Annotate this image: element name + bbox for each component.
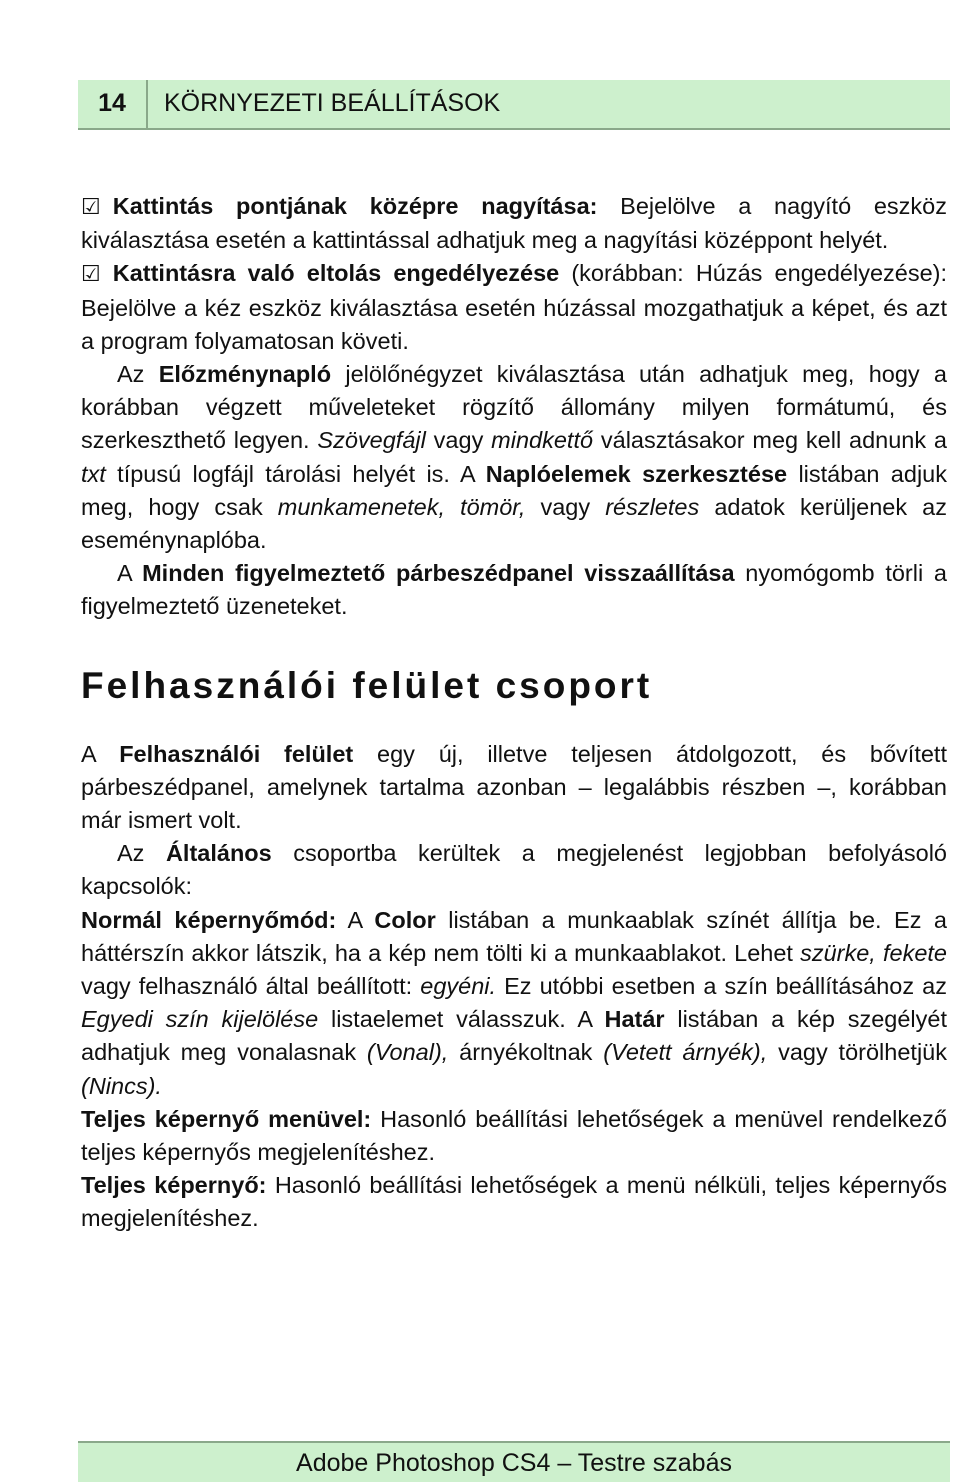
page-body	[81, 190, 947, 1236]
option-title: Kattintás pontjának középre nagyítása:	[112, 193, 598, 219]
paragraph-history-log: Az Előzménynapló jelölőnégyzet kiválasztása után adhatjuk meg, hogy a korábban végzett műveleteket rögzítő állomány milyen formátumú, és szerkeszthető legyen. Szövegfájl vagy mindkettő választásakor meg kell adnunk a txt típusú logfájl tárolási helyét is. A Naplóelemek szerkesztése listában adjuk meg, hogy csak munkamenetek, tömör, vagy részletes adatok kerüljenek az eseménynaplóba.	[81, 361, 947, 554]
option-click-pan: ☑ Kattintásra való eltolás engedélyezése (korábban: Húzás engedélyezése): Bejelölve a kéz eszköz kiválasztása esetén húzással mozgathatjuk a képet, és azt a program folyamatosan követi.	[81, 260, 948, 354]
page-number: 14	[78, 80, 148, 128]
paragraph-normal-screen-mode: Normál képernyőmód: A Color listában a munkaablak színét állítja be. Ez a háttérszín akkor látszik, ha a kép nem tölti ki a munkaablakot. Lehet szürke, fekete vagy felhasználó által beállított: egyéni. Ez utóbbi esetben a szín beállításához az Egyedi szín kijelölése listaelemet válasszuk. A Határ listában a kép szegélyét adhatjuk meg vonalasnak (Vonal), árnyékoltnak (Vetett árnyék), vagy törölhetjük (Nincs).	[81, 906, 947, 1099]
paragraph-full-screen-menu: Teljes képernyő menüvel: Hasonló beállítási lehetőségek a menüvel rendelkező teljes képernyős megjelenítéshez.	[81, 1105, 947, 1166]
paragraph-full-screen: Teljes képernyő: Hasonló beállítási lehetőségek a menü nélküli, teljes képernyős megjelenítéshez.	[81, 1172, 947, 1232]
paragraph-general-group: Az Általános csoportba kerültek a megjelenést legjobban befolyásoló kapcsolók:	[81, 840, 947, 900]
page-header	[78, 80, 950, 130]
checkbox-checked-icon: ☑	[81, 195, 101, 220]
chapter-title: KÖRNYEZETI BEÁLLÍTÁSOK	[164, 89, 501, 117]
paragraph-reset-warnings: A Minden figyelmeztető párbeszédpanel visszaállítása nyomógomb törli a figyelmeztető üzeneteket.	[81, 560, 947, 620]
page-footer: Adobe Photoshop CS4 – Testre szabás	[78, 1441, 950, 1482]
checkbox-checked-icon: ☑	[81, 262, 101, 288]
option-title: Kattintásra való eltolás engedélyezése	[112, 260, 560, 287]
section-title: Felhasználói felület csoport	[81, 664, 653, 706]
paragraph-interface-intro: A Felhasználói felület egy új, illetve teljesen átdolgozott, és bővített párbeszédpanel, amelynek tartalma azonban – legalábbis részben –, korábban már ismert volt.	[81, 740, 947, 834]
option-click-zoom-center: ☑ Kattintás pontjának középre nagyítása: Bejelölve a nagyító eszköz kiválasztása esetén a kattintással adhatjuk meg a nagyítási középpont helyét.	[81, 193, 947, 254]
